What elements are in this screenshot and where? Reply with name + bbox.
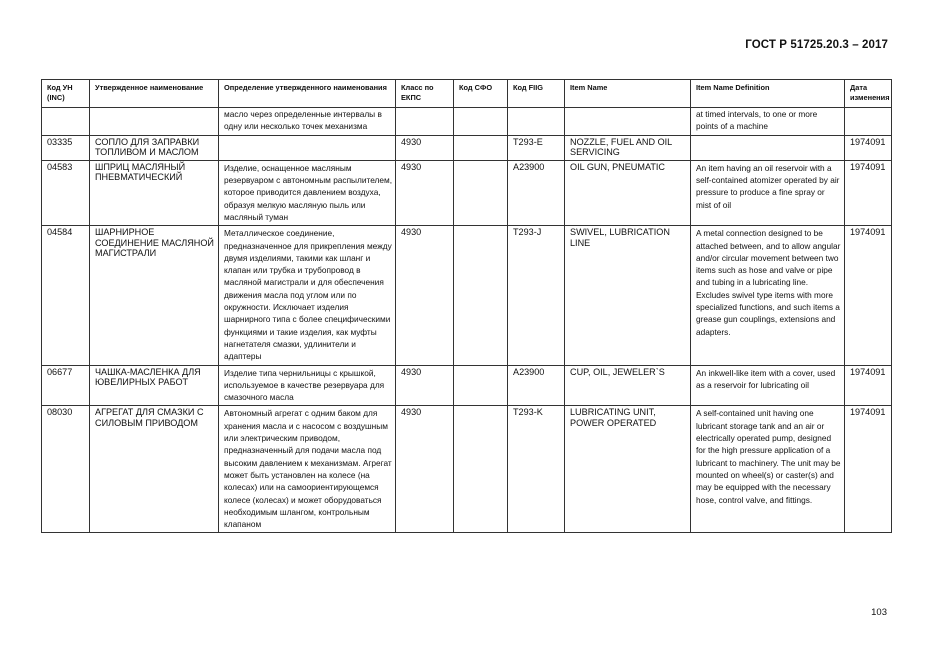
cell-definition: Автономный агрегат с одним баком для хранения масла и с насосом с воздушным или электрическим приводом, предназначенный для подачи масла под высоким давлением к механизмам. Агрегат может быть установлен на колесе (на колесах) или на самоориентирующемся колесе (колесах) и может оборудоваться необходимым шлангом, контрольным клапаном [219,406,396,533]
table-row [42,135,892,160]
cell-date: 1974091 [845,406,892,533]
catalog-table [41,79,892,533]
column-header-item-definition: Item Name Definition [691,80,845,108]
cell-name: ШПРИЦ МАСЛЯНЫЙ ПНЕВМАТИЧЕСКИЙ [90,160,219,225]
cell-item-name: NOZZLE, FUEL AND OIL SERVICING [565,135,691,160]
cell-item-name [565,108,691,136]
table-row [42,108,892,136]
column-header-class: Класс по ЕКПС [396,80,454,108]
table-row [42,406,892,533]
cell-name: СОПЛО ДЛЯ ЗАПРАВКИ ТОПЛИВОМ И МАСЛОМ [90,135,219,160]
cell-definition: Изделие, оснащенное масляным резервуаром с автономным распылителем, которое приводится давлением воздуха, образуя мелкую масляную пыль или масляный туман [219,160,396,225]
cell-definition [219,135,396,160]
cell-class: 4930 [396,160,454,225]
cell-fiig: T293-K [508,406,565,533]
column-header-sfo: Код СФО [454,80,508,108]
cell-fiig: A23900 [508,365,565,406]
cell-definition: масло через определенные интервалы в одну или несколько точек механизма [219,108,396,136]
cell-sfo [454,406,508,533]
cell-fiig: T293-J [508,226,565,365]
cell-code: 03335 [42,135,90,160]
cell-date: 1974091 [845,160,892,225]
cell-code [42,108,90,136]
column-header-fiig: Код FIIG [508,80,565,108]
page-number: 103 [871,607,887,618]
column-header-date: Дата изменения [845,80,892,108]
cell-fiig: A23900 [508,160,565,225]
cell-code: 04584 [42,226,90,365]
cell-item-name: SWIVEL, LUBRICATION LINE [565,226,691,365]
cell-name: АГРЕГАТ ДЛЯ СМАЗКИ С СИЛОВЫМ ПРИВОДОМ [90,406,219,533]
cell-sfo [454,160,508,225]
document-header: ГОСТ Р 51725.20.3 – 2017 [745,39,888,51]
cell-class [396,108,454,136]
cell-item-definition [691,135,845,160]
cell-name: ШАРНИРНОЕ СОЕДИНЕНИЕ МАСЛЯНОЙ МАГИСТРАЛИ [90,226,219,365]
cell-class: 4930 [396,365,454,406]
cell-sfo [454,108,508,136]
cell-item-name: LUBRICATING UNIT, POWER OPERATED [565,406,691,533]
column-header-inc: Код УН (INC) [42,80,90,108]
cell-class: 4930 [396,406,454,533]
cell-sfo [454,365,508,406]
cell-item-definition: An item having an oil reservoir with a self-contained atomizer operated by air pressure to produce a fine spray or mist of oil [691,160,845,225]
cell-fiig: T293-E [508,135,565,160]
cell-sfo [454,135,508,160]
cell-date: 1974091 [845,365,892,406]
cell-name: ЧАШКА-МАСЛЕНКА ДЛЯ ЮВЕЛИРНЫХ РАБОТ [90,365,219,406]
cell-code: 04583 [42,160,90,225]
table-row [42,160,892,225]
cell-class: 4930 [396,135,454,160]
column-header-definition: Определение утвержденного наименования [219,80,396,108]
table-header-row [42,80,892,108]
cell-date: 1974091 [845,226,892,365]
cell-name [90,108,219,136]
cell-code: 08030 [42,406,90,533]
table-row [42,226,892,365]
cell-item-name: CUP, OIL, JEWELER`S [565,365,691,406]
cell-item-definition: An inkwell-like item with a cover, used as a reservoir for lubricating oil [691,365,845,406]
cell-class: 4930 [396,226,454,365]
cell-item-definition: at timed intervals, to one or more points of a machine [691,108,845,136]
column-header-item-name: Item Name [565,80,691,108]
table-row [42,365,892,406]
cell-date [845,108,892,136]
column-header-approved-name: Утвержденное наименование [90,80,219,108]
cell-item-definition: A metal connection designed to be attached between, and to allow angular and/or circular movement between two items such as hose and valve or pipe and tubing in a lubricating line. Excludes swivel type items with more specialized functions, and such items a grease gun couplings, extensions and adapters. [691,226,845,365]
cell-item-name: OIL GUN, PNEUMATIC [565,160,691,225]
cell-definition: Изделие типа чернильницы с крышкой, используемое в качестве резервуара для смазочного масла [219,365,396,406]
cell-date: 1974091 [845,135,892,160]
cell-fiig [508,108,565,136]
cell-definition: Металлическое соединение, предназначенное для прикрепления между двумя изделиями, такими как шланг и клапан или трубка и трубопровод в масляной магистрали и для обеспечения движения масла под углом или по окружности. Исключает изделия шарнирного типа с более специфическими функциями и такие изделия, как муфты нагнетателя смазки, удлинители и адаптеры [219,226,396,365]
cell-sfo [454,226,508,365]
cell-code: 06677 [42,365,90,406]
cell-item-definition: A self-contained unit having one lubricant storage tank and an air or electrically operated pump, designed for the high pressure application of a lubricant to machinery. The unit may be mounted on wheel(s) or caster(s) and may be equipped with the necessary hose, control valve, and fittings. [691,406,845,533]
